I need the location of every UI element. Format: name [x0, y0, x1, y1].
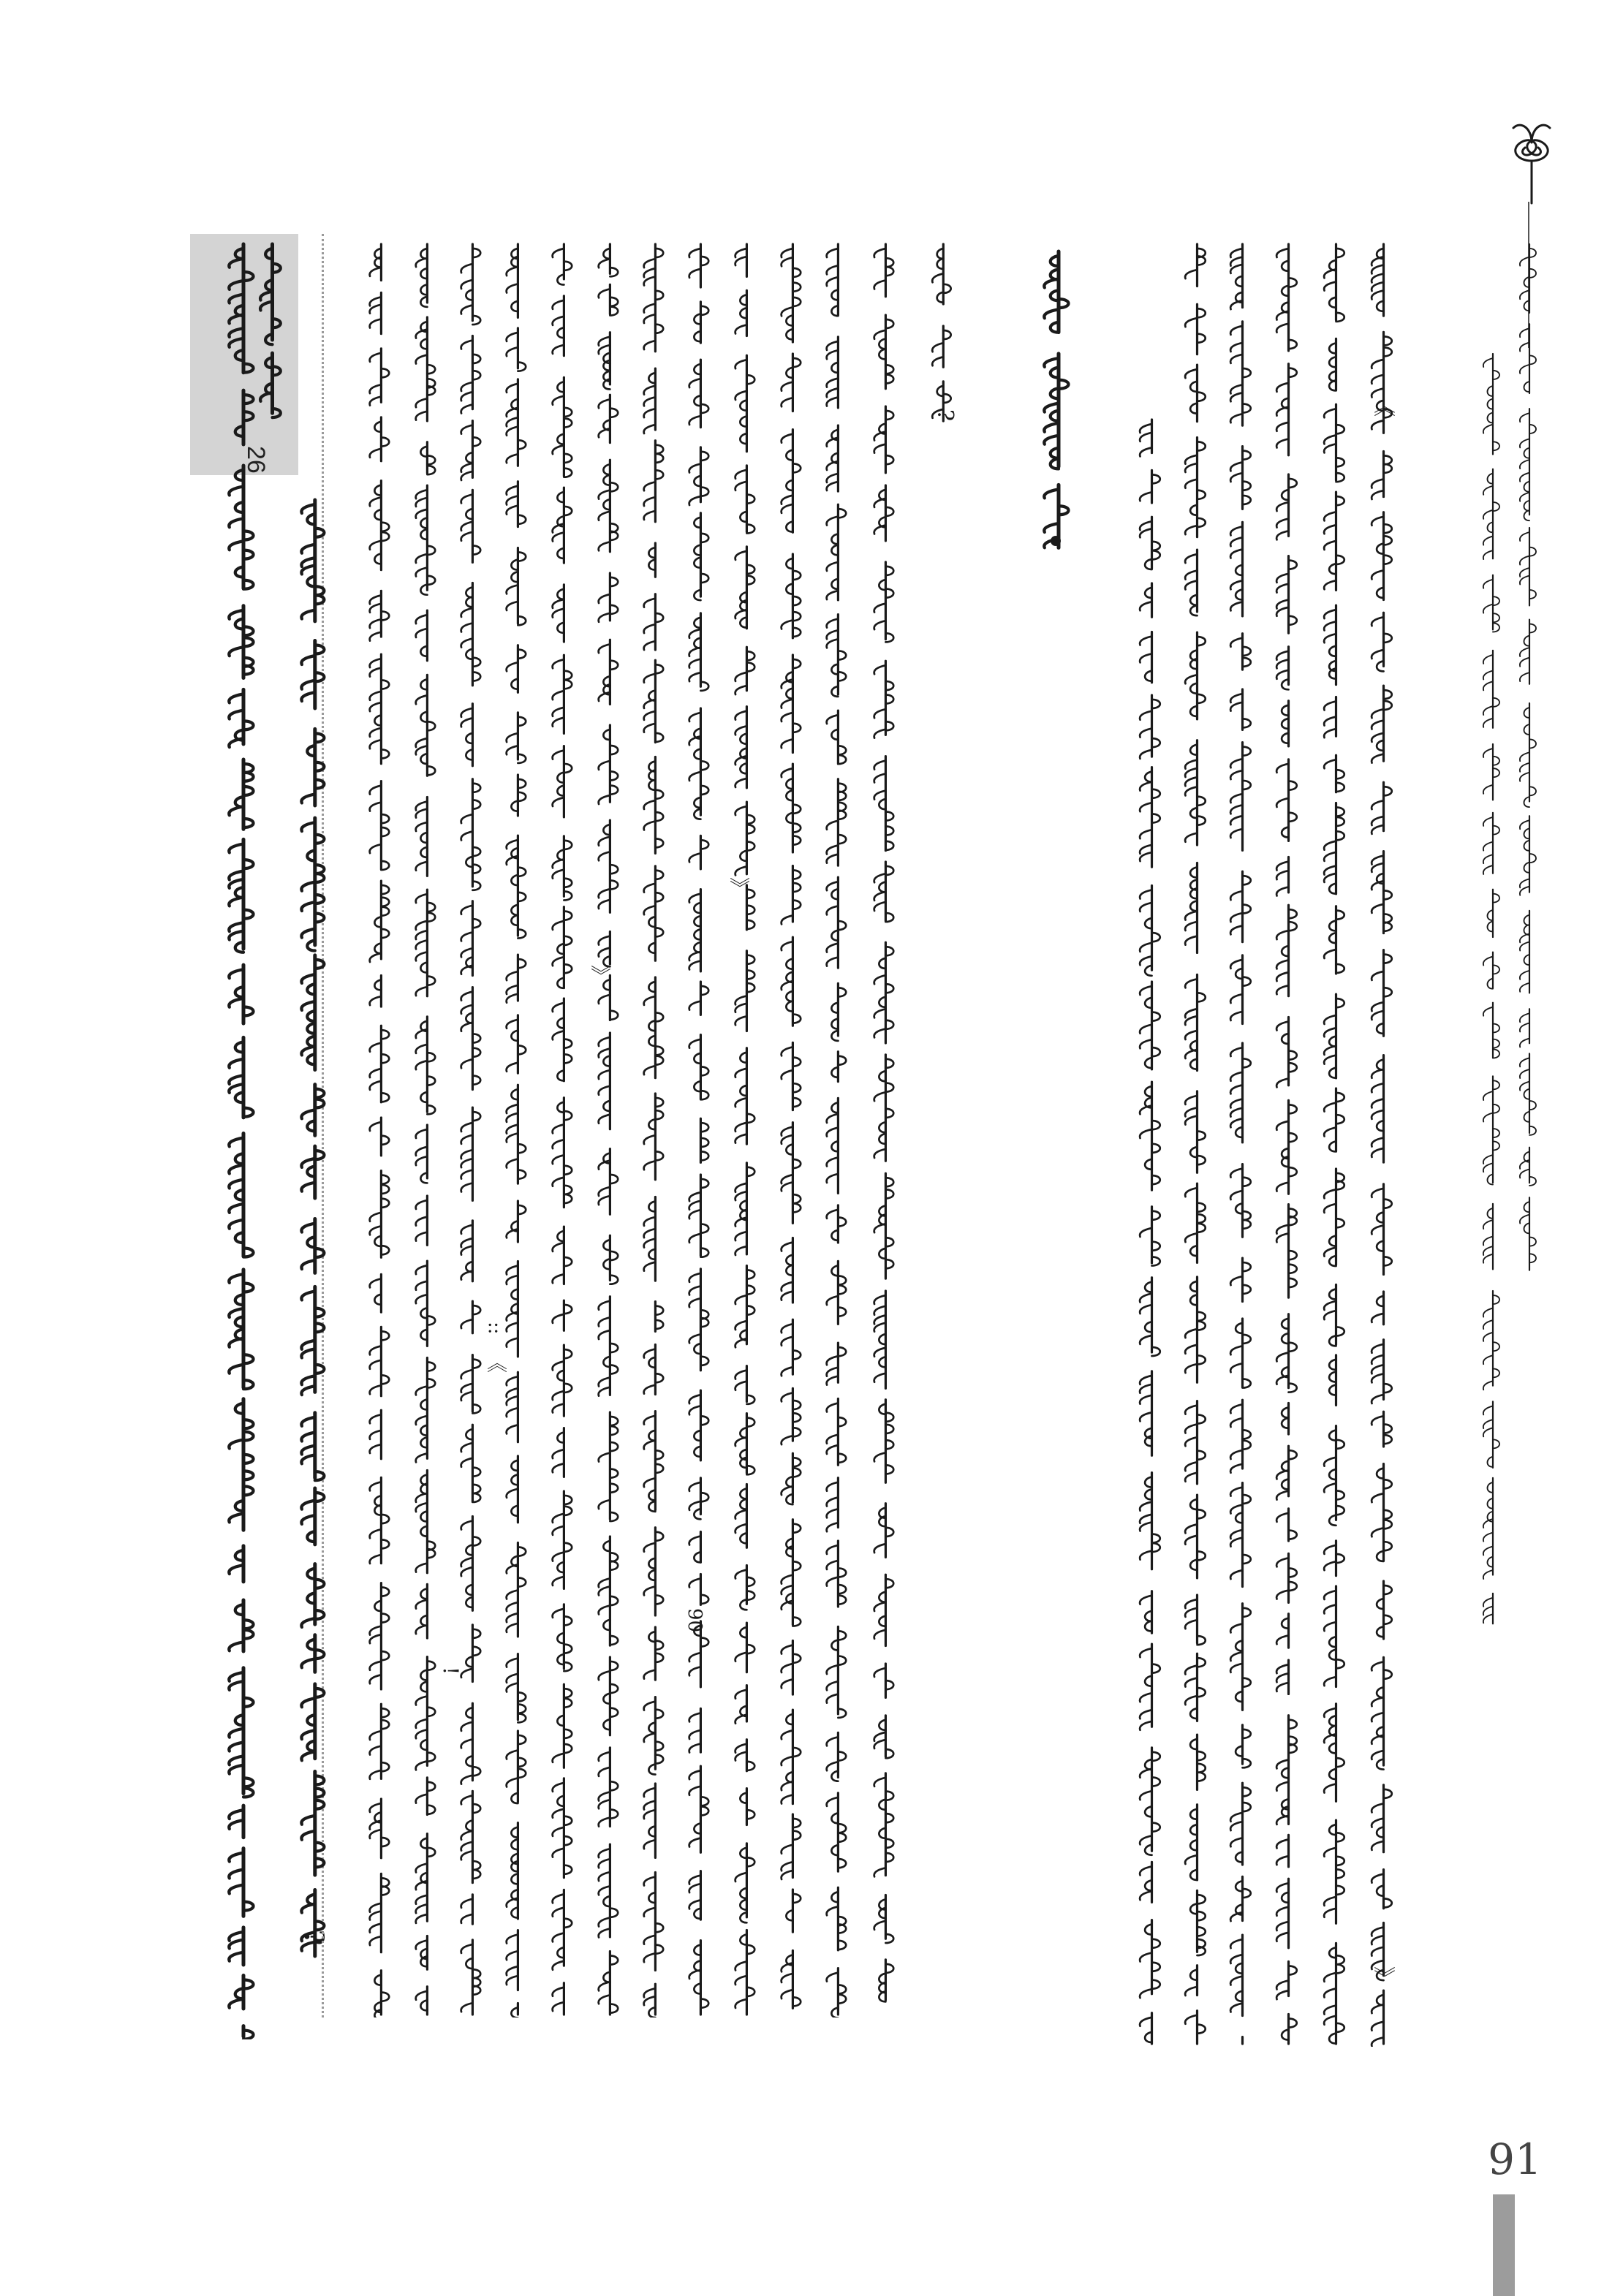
body-column-11: [408, 241, 443, 2017]
close-quote-mark: 》: [727, 877, 751, 898]
question-lead-column-1: [925, 241, 958, 424]
open-quote-mark: 《: [1369, 395, 1395, 417]
question-mark: ?: [932, 409, 958, 422]
body-column-8: [545, 241, 580, 2017]
paragraph-column-4: [1222, 241, 1259, 2047]
body-column-7: [591, 241, 626, 2017]
colon-mark: ::: [484, 1322, 506, 1335]
paragraph-column-5: [1177, 241, 1214, 2047]
question-mark: ?: [298, 1930, 329, 1946]
body-column-5: [681, 241, 716, 2017]
question-title-column-2: [219, 241, 263, 2039]
running-header-column-1: [1513, 241, 1543, 1287]
flourish-ornament-icon: [1491, 110, 1572, 205]
body-column-3: [773, 241, 809, 2017]
paragraph-column-3: [1268, 241, 1305, 2047]
running-header-column-2: [1477, 351, 1506, 1637]
section-heading: [1034, 249, 1078, 556]
body-column-6: [636, 241, 671, 2017]
paragraph-column-2: [1316, 241, 1352, 2047]
close-quote-mark: 》: [1369, 1966, 1395, 1988]
body-column-2: [819, 241, 854, 2017]
bullet-icon: [1048, 534, 1063, 548]
paragraph-column-1: [1363, 241, 1400, 2047]
body-column-4: [727, 241, 763, 2017]
paragraph-column-6: [1132, 417, 1168, 2047]
body-column-1: [866, 241, 901, 2017]
inline-number-90: 90: [684, 1608, 705, 1633]
open-quote-mark: 《: [484, 1352, 508, 1373]
question-title-column-1: [292, 497, 333, 1959]
page-number: 91: [1488, 2134, 1542, 2184]
body-column-12: [362, 241, 397, 2017]
body-column-9: [499, 241, 534, 2017]
question-number: 26: [242, 446, 270, 474]
close-quote-mark: 》: [588, 965, 612, 985]
margin-bar: [1493, 2194, 1515, 2296]
exclaim-mark: !: [439, 1667, 463, 1675]
body-column-10: [453, 241, 488, 2017]
